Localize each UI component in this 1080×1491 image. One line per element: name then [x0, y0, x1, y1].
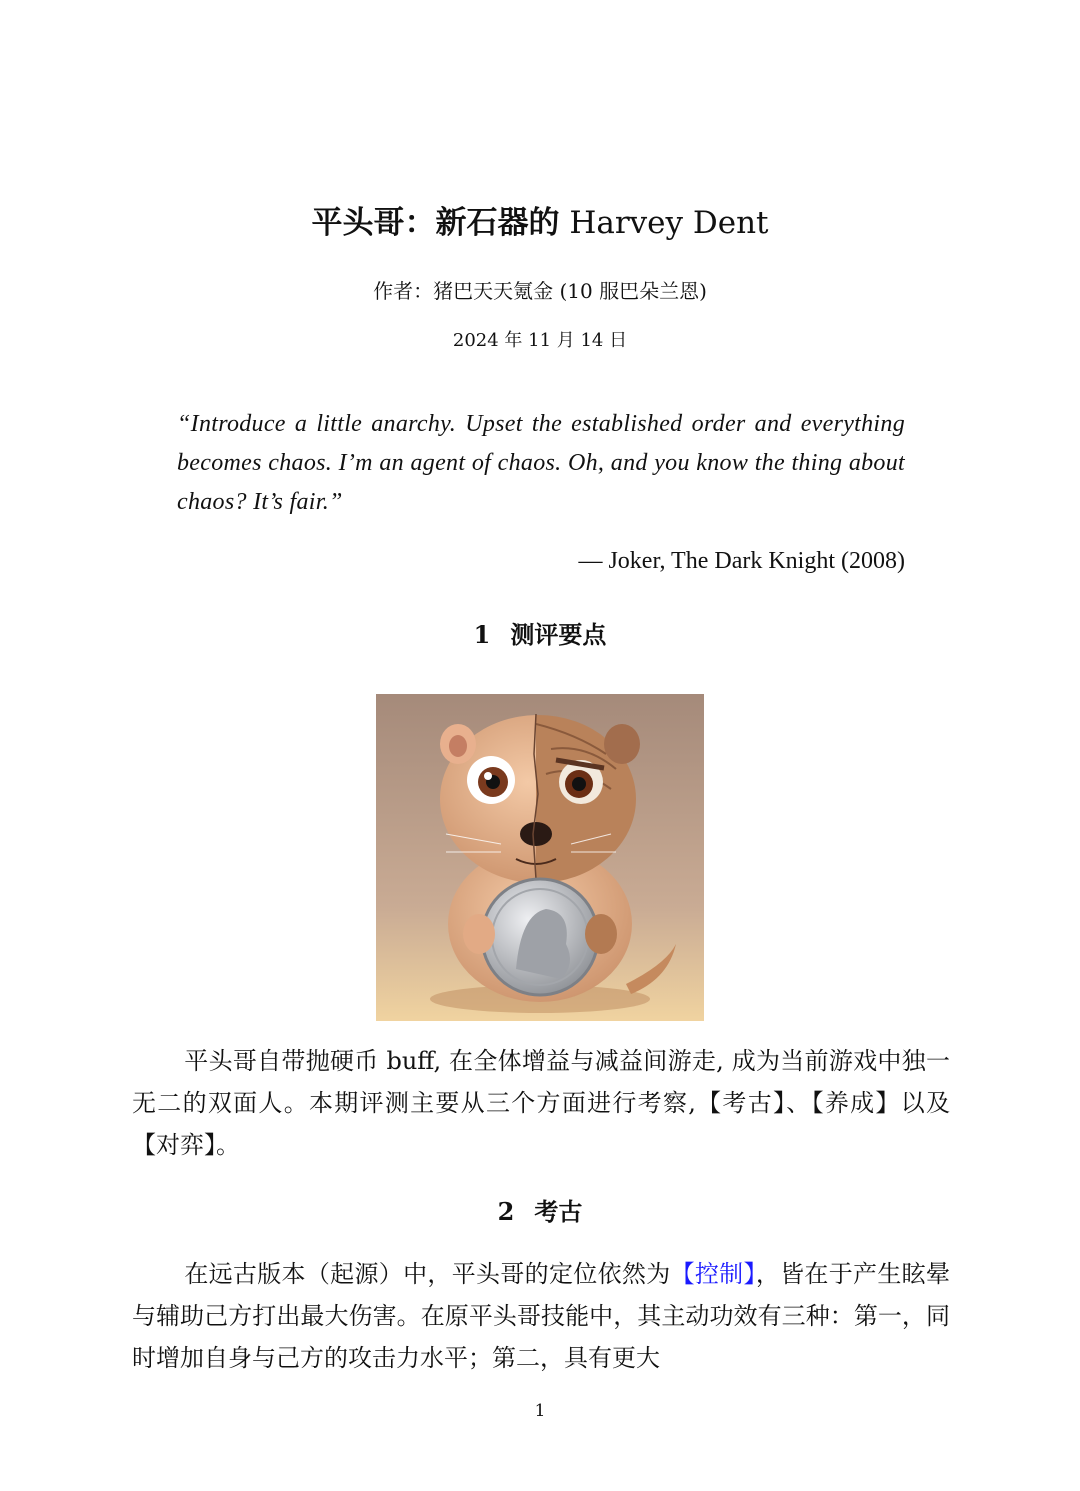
date-line: 2024 年 11 月 14 日 — [452, 330, 628, 351]
figure-image — [376, 694, 704, 1021]
title-cjk: 平头哥：新石器的 — [311, 205, 560, 241]
section-number: 2 — [497, 1197, 515, 1226]
paper-title — [0, 200, 1080, 246]
paragraph-2-text-end: ，皆在于产生眩晕与辅助己方打出最大伤害。在原平头哥技能中，其主动功效有三种：第一，同时增加自身与己方的攻击力水平；第二，具有更大 — [132, 1260, 950, 1372]
control-link[interactable]: 【控制】 — [670, 1260, 756, 1288]
author-line: 作者：猪巴天天氪金 (10 服巴朵兰恩) — [373, 279, 707, 303]
section-title: 考古 — [534, 1197, 583, 1226]
paragraph-2-text-start: 在远古版本（起源）中，平头哥的定位依然为 — [184, 1260, 671, 1288]
section-title: 测评要点 — [510, 620, 607, 649]
section-number: 1 — [473, 620, 491, 649]
epigraph-quote: “Introduce a little anarchy. Upset the established order and everything becomes chaos. I’m an agent of chaos. Oh, and you know the thing about chaos? It’s fair.” — [177, 411, 905, 515]
section-heading-1 — [0, 617, 1080, 653]
paragraph-2 — [132, 1253, 950, 1379]
title-latin: Harvey Dent — [569, 205, 769, 241]
paragraph-1-text: 平头哥自带抛硬币 buff, 在全体增益与减益间游走, 成为当前游戏中独一无二的双面人。本期评测主要从三个方面进行考察,【考古】、【养成】以及【对弈】。 — [132, 1047, 950, 1159]
paragraph-1 — [132, 1040, 950, 1166]
page-number: 1 — [534, 1401, 546, 1421]
honey-badger-illustration — [376, 694, 704, 1021]
section-heading-2 — [0, 1194, 1080, 1230]
epigraph-attribution: — Joker, The Dark Knight (2008) — [578, 548, 905, 574]
